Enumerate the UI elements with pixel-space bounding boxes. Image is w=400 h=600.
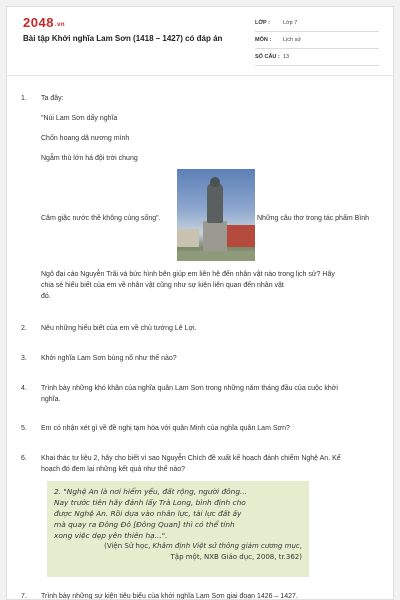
question-text: Trình bày những khó khăn của nghĩa quân Lam Sơn trong những năm tháng đầu của cuộc khởi [41, 385, 338, 392]
quote-line: Nay trước tiên hãy đánh lấy Trà Long, bình định cho [54, 498, 246, 507]
quote-source [54, 541, 302, 552]
statue-photo [177, 169, 255, 261]
question-number: 3. [21, 355, 27, 362]
quote-source-line2: Tập một, NXB Giáo dục, 2008, tr.362) [170, 553, 302, 561]
poem-line: "Núi Lam Sơn dấy nghĩa [41, 115, 118, 122]
meta-row-subject [255, 32, 379, 49]
meta-label: SỐ CÂU : [255, 54, 280, 60]
document-page [6, 6, 394, 600]
quote-line: 2. "Nghệ An là nơi hiểm yếu, đất rộng, người đông... [54, 487, 248, 496]
page-title: Bài tập Khởi nghĩa Lam Sơn (1418 – 1427) có đáp án [23, 34, 223, 43]
question-text: Ta đây: [41, 95, 64, 102]
question-text: Những câu thơ trong tác phẩm Bình [257, 215, 370, 222]
quote-line: được Nghệ An. Rồi dựa vào nhân lực, tài lực đất ấy [54, 509, 242, 518]
meta-value: Lớp 7 [283, 20, 298, 26]
document-header [7, 7, 394, 65]
source-suffix: , [299, 542, 302, 550]
header-divider [7, 75, 394, 76]
question-text: Khởi nghĩa Lam Sơn bùng nổ như thế nào? [41, 355, 177, 362]
quote-line: xong việc dẹp yên thiên hạ...". [54, 531, 168, 540]
question-number: 6. [21, 455, 27, 462]
photo-statue-head [210, 177, 220, 187]
question-number: 1. [21, 95, 27, 102]
question-number: 4. [21, 385, 27, 392]
logo-main: 2048 [23, 15, 54, 30]
quote-line: mà quay ra Đông Đô [Đông Quan] thì có thể tính [54, 520, 235, 529]
photo-ground [177, 251, 255, 261]
question-text: Nêu những hiểu biết của em về chủ tướng Lê Lợi. [41, 325, 197, 332]
meta-label: LỚP : [255, 20, 270, 26]
question-text: đó. [41, 293, 51, 300]
question-text: nghĩa. [41, 396, 61, 403]
site-logo[interactable] [23, 15, 65, 30]
question-text: Ngô đại cáo Nguyễn Trãi và bức hình bên giúp em liên hệ đến nhân vật nào trong lịch sử? Hãy [41, 271, 335, 278]
poem-line: Căm giặc nước thề không cùng sống". [41, 215, 161, 222]
poem-line: Ngẫm thù lớn há đội trời chung [41, 155, 138, 162]
question-text: hoạch đó đem lại những kết quả như thế nào? [41, 466, 186, 473]
photo-building [177, 229, 199, 247]
meta-value: 13 [283, 54, 290, 60]
question-text: Trình bày những sự kiện tiêu biểu của khởi nghĩa Lam Sơn giai đoạn 1426 – 1427. [41, 593, 298, 600]
question-number: 5. [21, 425, 27, 432]
poem-line: Chốn hoang dã nương mình [41, 135, 130, 142]
question-number: 7. [21, 593, 27, 600]
question-text: Em có nhận xét gì về đề nghị tạm hòa với quân Minh của nghĩa quân Lam Sơn? [41, 425, 290, 432]
question-text: chia sẻ hiểu biết của em về nhân vật cũng như sự kiện liên quan đến nhân vật [41, 282, 284, 289]
logo-suffix: .vn [54, 22, 66, 28]
photo-statue-figure [207, 183, 223, 223]
meta-table [255, 15, 379, 66]
source-quote-box [47, 481, 309, 577]
source-title: Khâm định Việt sử thông giám cương mục [152, 542, 300, 550]
meta-row-count [255, 49, 379, 66]
meta-row-class [255, 15, 379, 32]
meta-label: MÔN : [255, 37, 272, 43]
meta-value: Lịch sử [283, 37, 302, 43]
question-number: 2. [21, 325, 27, 332]
photo-pedestal [203, 221, 227, 251]
source-prefix: (Viện Sử học, [104, 542, 153, 550]
question-text: Khai thác tư liệu 2, hãy cho biết vì sao Nguyễn Chích đề xuất kế hoạch đánh chiếm Nghệ An. Kế [41, 455, 341, 462]
